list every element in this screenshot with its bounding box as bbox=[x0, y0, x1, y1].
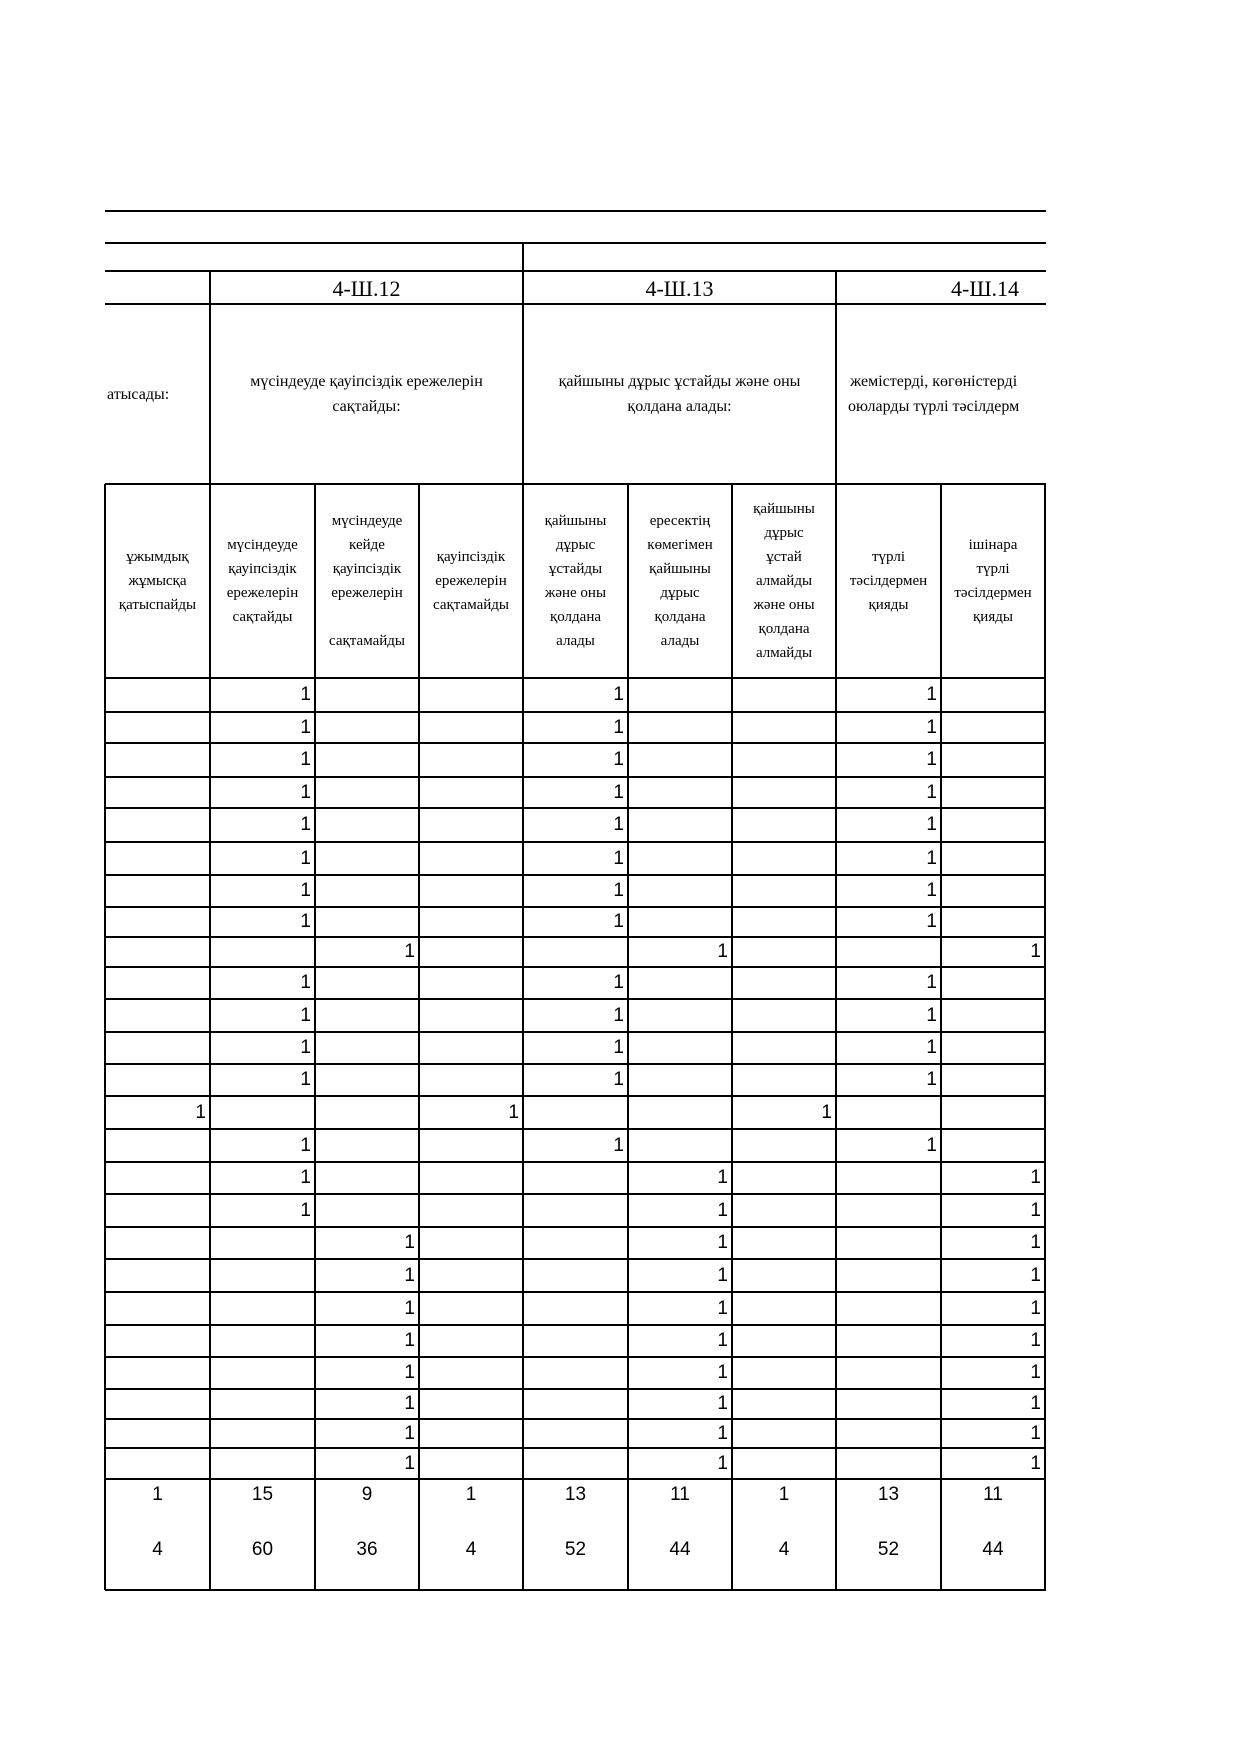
score-cell: 1 bbox=[613, 684, 624, 705]
score-cell bbox=[628, 842, 732, 875]
score-cell: 1 bbox=[300, 684, 311, 705]
score-cell bbox=[732, 1448, 836, 1479]
score-cell bbox=[836, 1448, 941, 1479]
score-cell bbox=[105, 907, 210, 937]
score-cell: 1 bbox=[926, 880, 937, 901]
score-cell bbox=[315, 743, 419, 777]
score-cell bbox=[419, 907, 523, 937]
score-cell bbox=[105, 1032, 210, 1064]
score-cell: 1 bbox=[300, 1199, 311, 1221]
score-cell bbox=[419, 937, 523, 967]
score-cell bbox=[105, 1064, 210, 1096]
total-cell: 11 bbox=[983, 1483, 1003, 1505]
score-cell bbox=[732, 842, 836, 875]
score-cell bbox=[732, 1162, 836, 1194]
score-cell bbox=[419, 808, 523, 842]
score-cell: 1 bbox=[926, 814, 937, 835]
score-cell: 1 bbox=[926, 972, 937, 993]
score-cell bbox=[732, 1129, 836, 1162]
score-cell bbox=[732, 1064, 836, 1096]
score-cell bbox=[419, 1259, 523, 1292]
score-cell: 1 bbox=[1030, 1167, 1041, 1188]
score-cell bbox=[628, 678, 732, 712]
score-cell bbox=[941, 907, 1045, 937]
score-cell: 1 bbox=[404, 1362, 415, 1383]
score-cell: 1 bbox=[1030, 1393, 1041, 1414]
score-cell bbox=[523, 1357, 628, 1389]
score-cell bbox=[105, 1259, 210, 1292]
score-cell bbox=[628, 875, 732, 907]
score-cell bbox=[210, 1357, 315, 1389]
score-cell: 1 bbox=[613, 880, 624, 901]
score-cell: 1 bbox=[300, 1037, 311, 1058]
score-cell bbox=[105, 712, 210, 743]
score-cell: 1 bbox=[926, 847, 937, 869]
score-cell bbox=[732, 1325, 836, 1357]
score-cell bbox=[419, 712, 523, 743]
score-cell bbox=[732, 1227, 836, 1259]
score-cell bbox=[628, 1064, 732, 1096]
criterion-description: мүсіндеуде қауіпсіздік ережелерін сақтайды: bbox=[250, 373, 483, 415]
score-cell bbox=[732, 1194, 836, 1227]
score-cell: 1 bbox=[926, 911, 937, 932]
score-cell bbox=[315, 999, 419, 1032]
criterion-code: 4-Ш.12 bbox=[332, 276, 401, 301]
score-cell bbox=[210, 1325, 315, 1357]
score-cell bbox=[315, 678, 419, 712]
score-cell: 1 bbox=[300, 911, 311, 932]
score-cell bbox=[210, 1227, 315, 1259]
score-cell: 1 bbox=[404, 1452, 415, 1474]
score-cell bbox=[836, 1259, 941, 1292]
score-cell bbox=[732, 999, 836, 1032]
score-cell: 1 bbox=[300, 749, 311, 770]
score-cell: 1 bbox=[1030, 1264, 1041, 1286]
score-cell: 1 bbox=[717, 1393, 728, 1414]
score-cell bbox=[315, 1096, 419, 1129]
score-cell: 1 bbox=[404, 1330, 415, 1351]
score-cell: 1 bbox=[1030, 1362, 1041, 1383]
percent-cell: 44 bbox=[669, 1539, 691, 1560]
percent-cell: 44 bbox=[982, 1539, 1004, 1560]
score-cell bbox=[836, 1419, 941, 1448]
score-cell bbox=[523, 1096, 628, 1129]
score-cell: 1 bbox=[717, 1330, 728, 1351]
indicator-header: қайшыны дұрыс ұстай алмайды және оны қолдана алмайды bbox=[753, 501, 815, 661]
score-cell bbox=[732, 1419, 836, 1448]
score-cell bbox=[419, 1032, 523, 1064]
score-cell bbox=[523, 1419, 628, 1448]
score-cell bbox=[315, 808, 419, 842]
score-cell bbox=[105, 999, 210, 1032]
indicator-header: ұжымдық жұмысқа қатыспайды bbox=[118, 549, 197, 613]
score-cell: 1 bbox=[1030, 1330, 1041, 1351]
score-cell bbox=[836, 1227, 941, 1259]
score-cell bbox=[419, 1448, 523, 1479]
score-cell bbox=[732, 808, 836, 842]
score-cell: 1 bbox=[404, 1264, 415, 1286]
score-cell: 1 bbox=[1030, 1297, 1041, 1319]
score-cell bbox=[628, 1032, 732, 1064]
score-cell: 1 bbox=[613, 1134, 624, 1156]
score-cell bbox=[523, 1292, 628, 1325]
score-cell: 1 bbox=[717, 1232, 728, 1253]
score-cell: 1 bbox=[195, 1101, 206, 1123]
indicator-header: қайшыны дұрыс ұстайды және оны қолдана алады bbox=[544, 513, 607, 649]
criterion-code: 4-Ш.13 bbox=[645, 276, 714, 301]
score-cell: 1 bbox=[300, 1134, 311, 1156]
score-cell: 1 bbox=[300, 1167, 311, 1188]
score-cell bbox=[419, 967, 523, 999]
score-cell: 1 bbox=[300, 880, 311, 901]
score-cell bbox=[419, 1389, 523, 1419]
score-cell bbox=[941, 1032, 1045, 1064]
score-cell bbox=[941, 842, 1045, 875]
score-cell bbox=[732, 1292, 836, 1325]
score-cell: 1 bbox=[613, 847, 624, 869]
score-cell: 1 bbox=[717, 1452, 728, 1474]
total-cell: 1 bbox=[465, 1483, 477, 1505]
score-cell: 1 bbox=[717, 1362, 728, 1383]
score-cell bbox=[941, 1129, 1045, 1162]
criterion-description: қайшыны дұрыс ұстайды және оны қолдана алады: bbox=[558, 373, 801, 415]
score-cell bbox=[105, 678, 210, 712]
score-cell bbox=[419, 777, 523, 808]
score-cell bbox=[105, 842, 210, 875]
score-cell bbox=[419, 678, 523, 712]
score-cell bbox=[836, 1325, 941, 1357]
score-cell bbox=[732, 678, 836, 712]
score-cell bbox=[315, 777, 419, 808]
score-cell bbox=[315, 907, 419, 937]
score-cell bbox=[419, 842, 523, 875]
score-cell bbox=[836, 1096, 941, 1129]
score-cell bbox=[732, 875, 836, 907]
score-cell bbox=[105, 1227, 210, 1259]
percent-cell: 4 bbox=[778, 1539, 790, 1560]
score-cell bbox=[105, 1129, 210, 1162]
score-cell: 1 bbox=[300, 1004, 311, 1026]
score-cell bbox=[105, 1194, 210, 1227]
score-cell: 1 bbox=[717, 1199, 728, 1221]
score-cell bbox=[419, 999, 523, 1032]
score-cell: 1 bbox=[300, 814, 311, 835]
score-cell bbox=[105, 808, 210, 842]
score-cell bbox=[315, 842, 419, 875]
score-cell: 1 bbox=[926, 1004, 937, 1026]
score-cell: 1 bbox=[717, 1167, 728, 1188]
top-rule bbox=[105, 210, 1046, 212]
score-cell bbox=[523, 1227, 628, 1259]
score-cell bbox=[941, 777, 1045, 808]
total-cell: 15 bbox=[251, 1483, 274, 1505]
score-cell: 1 bbox=[508, 1101, 519, 1123]
score-cell bbox=[941, 875, 1045, 907]
indicator-header: қауіпсіздік ережелерін сақтамайды bbox=[433, 549, 509, 613]
score-cell bbox=[315, 1032, 419, 1064]
score-cell: 1 bbox=[404, 1297, 415, 1319]
score-cell: 1 bbox=[1030, 941, 1041, 962]
score-cell bbox=[210, 1448, 315, 1479]
score-cell bbox=[941, 1064, 1045, 1096]
score-cell bbox=[105, 1162, 210, 1194]
score-cell bbox=[210, 1389, 315, 1419]
score-cell: 1 bbox=[300, 972, 311, 993]
score-cell: 1 bbox=[404, 1422, 415, 1444]
score-cell bbox=[315, 967, 419, 999]
score-cell bbox=[628, 712, 732, 743]
score-cell bbox=[941, 678, 1045, 712]
score-cell bbox=[105, 937, 210, 967]
score-cell: 1 bbox=[1030, 1232, 1041, 1253]
score-cell bbox=[628, 907, 732, 937]
score-cell bbox=[105, 967, 210, 999]
score-cell bbox=[941, 1096, 1045, 1129]
score-cell: 1 bbox=[404, 1232, 415, 1253]
score-cell: 1 bbox=[717, 1264, 728, 1286]
score-cell bbox=[419, 875, 523, 907]
score-cell: 1 bbox=[1030, 1452, 1041, 1474]
total-cell: 9 bbox=[361, 1483, 373, 1505]
rule bbox=[105, 242, 1046, 244]
score-cell bbox=[523, 1259, 628, 1292]
score-cell bbox=[105, 777, 210, 808]
score-cell: 1 bbox=[300, 1069, 311, 1090]
score-cell: 1 bbox=[404, 1393, 415, 1414]
score-cell bbox=[628, 967, 732, 999]
score-cell: 1 bbox=[926, 1037, 937, 1058]
score-cell: 1 bbox=[926, 1134, 937, 1156]
score-cell bbox=[732, 907, 836, 937]
score-cell: 1 bbox=[613, 716, 624, 738]
score-cell bbox=[732, 1357, 836, 1389]
score-cell: 1 bbox=[717, 1422, 728, 1444]
score-cell: 1 bbox=[926, 781, 937, 803]
score-cell: 1 bbox=[613, 1037, 624, 1058]
score-cell bbox=[628, 777, 732, 808]
indicator-header: мүсіндеуде кейде қауіпсіздік ережелерін сақтамайды bbox=[329, 513, 405, 649]
score-cell bbox=[941, 967, 1045, 999]
score-cell: 1 bbox=[300, 847, 311, 869]
score-cell bbox=[315, 1194, 419, 1227]
score-cell bbox=[315, 875, 419, 907]
total-cell: 13 bbox=[877, 1483, 900, 1505]
score-cell: 1 bbox=[613, 749, 624, 770]
score-cell: 1 bbox=[300, 716, 311, 738]
score-cell bbox=[732, 777, 836, 808]
total-cell: 1 bbox=[778, 1483, 790, 1505]
total-cell: 13 bbox=[564, 1483, 587, 1505]
score-cell bbox=[628, 1096, 732, 1129]
score-cell bbox=[419, 1357, 523, 1389]
criterion-description: атысады: bbox=[107, 385, 170, 403]
score-cell: 1 bbox=[717, 1297, 728, 1319]
score-cell: 1 bbox=[613, 814, 624, 835]
score-cell bbox=[732, 743, 836, 777]
total-cell: 1 bbox=[152, 1483, 163, 1505]
criterion-code: 4-Ш.14 bbox=[951, 276, 1020, 301]
score-cell bbox=[732, 967, 836, 999]
score-cell bbox=[732, 1259, 836, 1292]
score-cell bbox=[941, 712, 1045, 743]
score-cell bbox=[836, 1292, 941, 1325]
percent-cell: 60 bbox=[251, 1539, 274, 1560]
score-cell bbox=[105, 1419, 210, 1448]
score-cell bbox=[836, 937, 941, 967]
score-cell bbox=[628, 999, 732, 1032]
score-cell bbox=[628, 743, 732, 777]
score-cell bbox=[210, 1292, 315, 1325]
score-cell bbox=[105, 1357, 210, 1389]
score-cell bbox=[836, 1389, 941, 1419]
score-cell: 1 bbox=[404, 941, 415, 962]
score-cell: 1 bbox=[613, 1004, 624, 1026]
percent-cell: 52 bbox=[877, 1539, 900, 1560]
score-cell bbox=[419, 1064, 523, 1096]
total-cell: 11 bbox=[670, 1483, 690, 1505]
score-cell: 1 bbox=[613, 972, 624, 993]
score-cell bbox=[523, 937, 628, 967]
score-cell bbox=[419, 1292, 523, 1325]
score-cell bbox=[419, 1162, 523, 1194]
score-cell bbox=[941, 999, 1045, 1032]
score-cell bbox=[210, 1096, 315, 1129]
score-cell: 1 bbox=[926, 749, 937, 770]
score-cell: 1 bbox=[1030, 1199, 1041, 1221]
score-cell bbox=[732, 937, 836, 967]
score-cell bbox=[210, 937, 315, 967]
indicator-header: ішінара түрлі тәсілдермен қияды bbox=[954, 537, 1032, 625]
score-cell: 1 bbox=[926, 684, 937, 705]
score-cell bbox=[836, 1357, 941, 1389]
score-cell: 1 bbox=[613, 1069, 624, 1090]
score-cell: 1 bbox=[717, 941, 728, 962]
score-cell bbox=[732, 1032, 836, 1064]
score-cell bbox=[210, 1419, 315, 1448]
score-cell bbox=[523, 1325, 628, 1357]
score-cell bbox=[105, 1448, 210, 1479]
indicator-header: мүсіндеуде қауіпсіздік ережелерін сақтайды bbox=[226, 537, 299, 625]
percent-cell: 4 bbox=[465, 1539, 477, 1560]
score-cell bbox=[315, 1129, 419, 1162]
score-cell: 1 bbox=[613, 781, 624, 803]
criterion-description: жемістерді, көгөністерді оюларды түрлі тәсілдерм bbox=[848, 373, 1020, 415]
indicator-header: ересектің көмегімен қайшыны дұрыс қолдана алады bbox=[647, 513, 713, 649]
score-cell: 1 bbox=[300, 781, 311, 803]
score-cell bbox=[419, 1419, 523, 1448]
indicator-header: түрлі тәсілдермен қияды bbox=[849, 549, 928, 613]
score-cell bbox=[419, 1325, 523, 1357]
percent-cell: 4 bbox=[152, 1539, 163, 1560]
score-cell: 1 bbox=[821, 1101, 832, 1123]
score-cell: 1 bbox=[926, 1069, 937, 1090]
score-cell bbox=[105, 1389, 210, 1419]
score-cell bbox=[419, 1194, 523, 1227]
score-cell bbox=[941, 808, 1045, 842]
score-cell bbox=[419, 1227, 523, 1259]
score-cell bbox=[836, 1162, 941, 1194]
score-cell bbox=[732, 712, 836, 743]
score-cell bbox=[523, 1194, 628, 1227]
score-cell bbox=[315, 1162, 419, 1194]
score-cell bbox=[732, 1389, 836, 1419]
percent-cell: 52 bbox=[564, 1539, 587, 1560]
score-cell bbox=[210, 1259, 315, 1292]
score-cell bbox=[419, 743, 523, 777]
score-cell bbox=[105, 1292, 210, 1325]
score-cell bbox=[105, 1325, 210, 1357]
score-cell: 1 bbox=[1030, 1422, 1041, 1444]
score-cell bbox=[315, 712, 419, 743]
score-cell bbox=[628, 1129, 732, 1162]
score-cell bbox=[941, 743, 1045, 777]
score-cell bbox=[419, 1129, 523, 1162]
score-cell bbox=[105, 743, 210, 777]
percent-cell: 36 bbox=[356, 1539, 378, 1560]
score-cell bbox=[836, 1194, 941, 1227]
score-cell bbox=[523, 1162, 628, 1194]
score-cell bbox=[523, 1448, 628, 1479]
score-cell: 1 bbox=[926, 716, 937, 738]
score-cell bbox=[105, 875, 210, 907]
score-cell: 1 bbox=[613, 911, 624, 932]
score-cell bbox=[628, 808, 732, 842]
score-cell bbox=[523, 1389, 628, 1419]
score-cell bbox=[315, 1064, 419, 1096]
